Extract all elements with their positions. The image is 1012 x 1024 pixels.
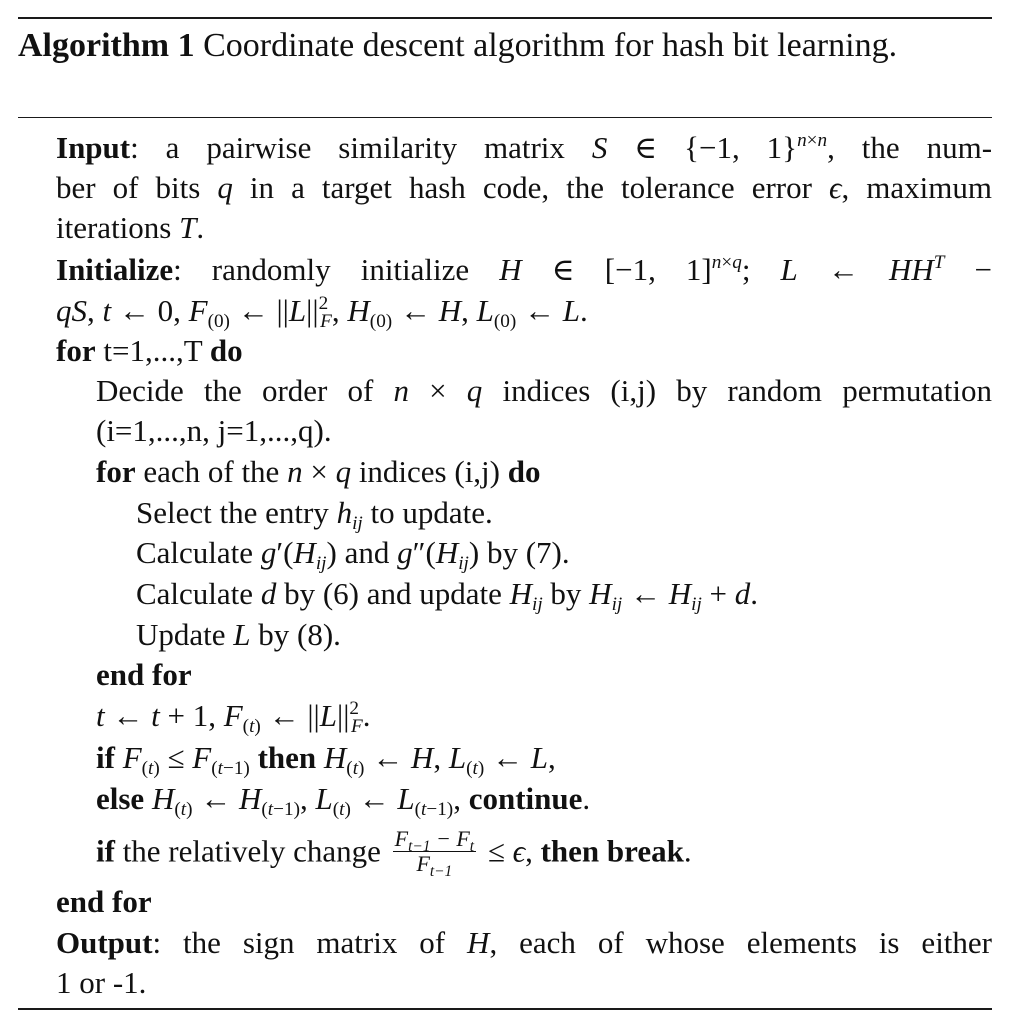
update-l-line: Update L by (8). (136, 617, 341, 652)
algorithm-caption (18, 24, 992, 68)
relative-change-line: if the relatively change $\frac{F_{t-1} - F_t}{F_{t-1}}$ ≤ ϵ, then break. (96, 826, 692, 880)
if-then-line: if $F_{(t)} \le F_{(t-1)}$ then $H_{(t)}$ ← H, $L_{(t)}$ ← L, (96, 740, 556, 780)
top-rule (18, 17, 992, 19)
algorithm-title: Coordinate descent algorithm for hash bit learning. (203, 27, 898, 64)
input-line-1: Input: a pairwise similarity matrix S ∈ {−1, 1}$^{n\times n}$, the num- (56, 129, 993, 165)
decide-line-2: (i=1,...,n, j=1,...,q). (96, 413, 332, 448)
initialize-line-1: Initialize: randomly initialize H ∈ [−1, 1]$^{n\times q}$; L ← $HH^T$ − (56, 251, 993, 287)
select-entry-line: Select the entry $h_{ij}$ to update. (136, 495, 493, 535)
input-line-2: ber of bits q in a target hash code, the tolerance error ϵ, maximum (56, 170, 992, 205)
increment-t-line: t ← t + 1, $F_{(t)}$ ← $||L||^2_F$. (96, 697, 371, 738)
calculate-g-line: Calculate $g'(H_{ij})$ and $g''(H_{ij})$ by (7). (136, 535, 570, 575)
else-line: else $H_{(t)}$ ← $H_{(t-1)}$, $L_{(t)}$ ← $L_{(t-1)}$, continue. (96, 781, 591, 821)
input-keyword: Input (56, 130, 131, 165)
decide-line-1: Decide the order of n × q indices (i,j) by random permutation (96, 373, 992, 408)
output-keyword: Output (56, 925, 153, 960)
outer-end-for-line: end for (56, 884, 152, 919)
calculate-d-line: Calculate d by (6) and update $H_{ij}$ by $H_{ij}$ ← $H_{ij} + d$. (136, 576, 759, 616)
inner-end-for-line: end for (96, 657, 192, 692)
algorithm-label: Algorithm 1 (18, 27, 195, 64)
initialize-keyword: Initialize (56, 252, 174, 287)
input-line-3: iterations T. (56, 210, 205, 245)
caption-rule (18, 117, 992, 118)
relative-change-fraction: $\frac{F_{t-1} - F_t}{F_{t-1}}$ (394, 826, 475, 880)
output-line-2: 1 or -1. (56, 965, 147, 1000)
output-line-1: Output: the sign matrix of H, each of whose elements is either (56, 925, 992, 960)
outer-for-line: for t=1,...,T do (56, 333, 243, 368)
bottom-rule (18, 1008, 992, 1010)
inner-for-line: for each of the n × q indices (i,j) do (96, 454, 541, 489)
initialize-line-2: qS, t ← 0, $F_{(0)}$ ← $||L||^2_F$, $H_{(0)}$ ← H, $L_{(0)}$ ← L. (56, 292, 588, 333)
